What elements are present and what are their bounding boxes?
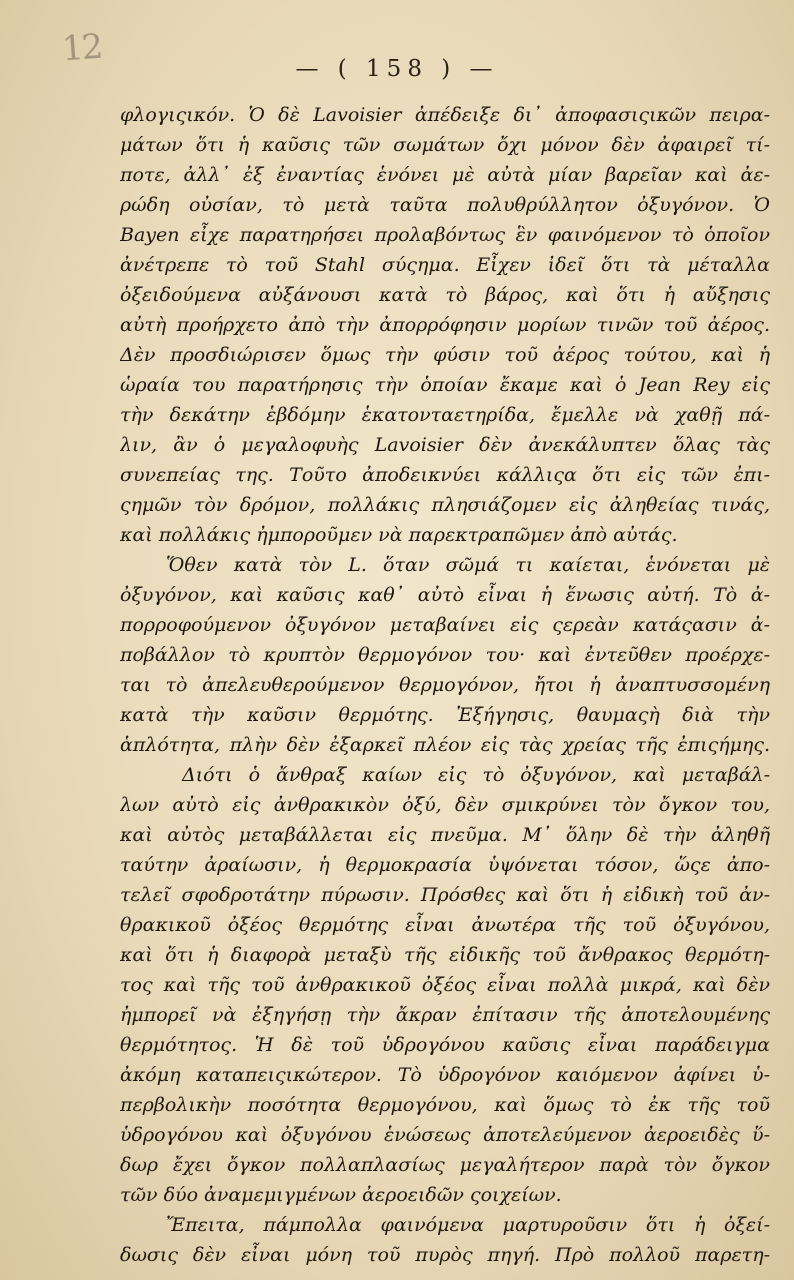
text-line: ὡραία του παρατήρησις τὴν ὁποίαν ἔκαμε καὶ ὁ Jean Rey εἰς [120, 374, 770, 396]
text-line: συνεπείας της. Τοῦτο ἀποδεικνύει κάλλιςα ὅτι εἰς τῶν ἐπι- [120, 464, 770, 486]
text-line: λων αὐτὸ εἰς ἀνθρακικὸν ὀξύ, δὲν σμικρύνει τὸν ὄγκον του, [120, 794, 770, 816]
text-line: ἀκόμη καταπειςικώτερον. Τὸ ὑδρογόνον καιόμενον ἀφίνει ὑ- [120, 1064, 770, 1086]
text-line: τὴν δεκάτην ἑβδόμην ἑκατονταετηρίδα, ἔμελλε νὰ χαθῇ πά- [120, 404, 770, 426]
text-line: αὐτὴ προήρχετο ἀπὸ τὴν ἀπορρόφησιν μορίων τινῶν τοῦ ἀέρος. [120, 314, 770, 336]
text-line: Δὲν προσδιώρισεν ὅμως τὴν φύσιν τοῦ ἀέρος τούτου, καὶ ἡ [120, 344, 770, 366]
handwritten-margin-note: 12 [60, 26, 103, 70]
text-line: καὶ πολλάκις ἠμποροῦμεν νὰ παρεκτραπῶμεν ἀπὸ αὐτάς. [120, 524, 678, 546]
text-line: Bayen εἶχε παρατηρήσει προλαβόντως ἓν φαινόμενον τὸ ὁποῖον [120, 224, 770, 246]
text-line: θρακικοῦ ὀξέος θερμότης εἶναι ἀνωτέρα τῆς τοῦ ὀξυγόνου, [120, 914, 770, 936]
text-line: ςημῶν τὸν δρόμον, πολλάκις πλησιάζομεν εἰς ἀληθείας τινάς, [120, 494, 770, 516]
paragraph-first-line: Ἔπειτα, πάμπολλα φαινόμενα μαρτυροῦσιν ὅτι ἡ ὀξεί- [166, 1214, 770, 1236]
text-line: ταύτην ἀραίωσιν, ἡ θερμοκρασία ὑψόνεται τόσον, ὥςε ἀπο- [120, 854, 770, 876]
text-line: καὶ ὅτι ἡ διαφορὰ μεταξὺ τῆς εἰδικῆς τοῦ ἄνθρακος θερμότη- [120, 944, 770, 966]
text-line: ὑδρογόνου καὶ ὀξυγόνου ἑνώσεως ἀποτελεύμενον ἀεροειδὲς ὕ- [120, 1124, 770, 1146]
paragraph-first-line: Ὅθεν κατὰ τὸν L. ὅταν σῶμά τι καίεται, ἑνόνεται μὲ [166, 554, 770, 576]
text-line: ται τὸ ἀπελευθερούμενον θερμογόνον, ἤτοι ἡ ἀναπτυσσομένη [120, 674, 770, 696]
text-line: ἀνέτρεπε τὸ τοῦ Stahl σύςημα. Εἶχεν ἰδεῖ ὅτι τὰ μέταλλα [120, 254, 770, 276]
text-line: ποβάλλον τὸ κρυπτὸν θερμογόνον του· καὶ ἐντεῦθεν προέρχε- [120, 644, 770, 666]
text-line: κατὰ τὴν καῦσιν θερμότης. Ἐξήγησις, θαυμαςὴ διὰ τὴν [120, 704, 770, 726]
text-line: ποτε, ἀλλ᾽ ἐξ ἐναντίας ἑνόνει μὲ αὐτὰ μίαν βαρεῖαν καὶ ἀε- [120, 164, 770, 186]
text-line: λιν, ἂν ὁ μεγαλοφυὴς Lavoisier δὲν ἀνεκάλυπτεν ὅλας τὰς [120, 434, 770, 456]
text-line: τος καὶ τῆς τοῦ ἀνθρακικοῦ ὀξέος εἶναι πολλὰ μικρά, καὶ δὲν [120, 974, 770, 996]
text-line: ἠμπορεῖ νὰ ἐξηγήσῃ τὴν ἄκραν ἐπίτασιν τῆς ἀποτελουμένης [120, 1004, 770, 1026]
page-number-header: — ( 158 ) — [295, 56, 499, 82]
text-line: φλογιςικόν. Ὁ δὲ Lavoisier ἀπέδειξε δι᾽ ἀποφασιςικῶν πειρα- [120, 104, 770, 126]
text-line: δωρ ἔχει ὄγκον πολλαπλασίως μεγαλήτερον παρὰ τὸν ὄγκον [120, 1154, 770, 1176]
paragraph-first-line: Διότι ὁ ἄνθραξ καίων εἰς τὸ ὀξυγόνον, καὶ μεταβάλ- [182, 764, 770, 786]
text-line: τελεῖ σφοδροτάτην πύρωσιν. Πρόσθες καὶ ὅτι ἡ εἰδικὴ τοῦ ἀν- [120, 884, 770, 906]
text-line: δωσις δὲν εἶναι μόνη τοῦ πυρὸς πηγή. Πρὸ πολλοῦ παρετη- [120, 1244, 770, 1266]
body-text [120, 100, 770, 1270]
text-line: θερμότητος. Ἡ δὲ τοῦ ὑδρογόνου καῦσις εἶναι παράδειγμα [120, 1034, 770, 1056]
text-line: περβολικὴν ποσότητα θερμογόνου, καὶ ὅμως τὸ ἐκ τῆς τοῦ [120, 1094, 770, 1116]
text-line: ὀξυγόνον, καὶ καῦσις καθ᾽ αὐτὸ εἶναι ἡ ἕνωσις αὐτή. Τὸ ἀ- [120, 584, 770, 606]
text-line: ρώδη οὐσίαν, τὸ μετὰ ταῦτα πολυθρύλλητον ὀξυγόνον. Ὁ [120, 194, 770, 216]
text-line: τῶν δύο ἀναμεμιγμένων ἀεροειδῶν ςοιχείων. [120, 1184, 562, 1206]
text-line: καὶ αὐτὸς μεταβάλλεται εἰς πνεῦμα. Μ᾽ ὅλην δὲ τὴν ἀληθῆ [120, 824, 770, 846]
text-line: ὀξειδούμενα αὐξάνουσι κατὰ τὸ βάρος, καὶ ὅτι ἡ αὔξησις [120, 284, 770, 306]
text-line: μάτων ὅτι ἡ καῦσις τῶν σωμάτων ὄχι μόνον δὲν ἀφαιρεῖ τί- [120, 134, 770, 156]
text-line: πορροφούμενον ὀξυγόνον μεταβαίνει εἰς ςερεὰν κατάςασιν ἀ- [120, 614, 770, 636]
text-line: ἁπλότητα, πλὴν δὲν ἐξαρκεῖ πλέον εἰς τὰς χρείας τῆς ἐπιςήμης. [120, 734, 770, 756]
